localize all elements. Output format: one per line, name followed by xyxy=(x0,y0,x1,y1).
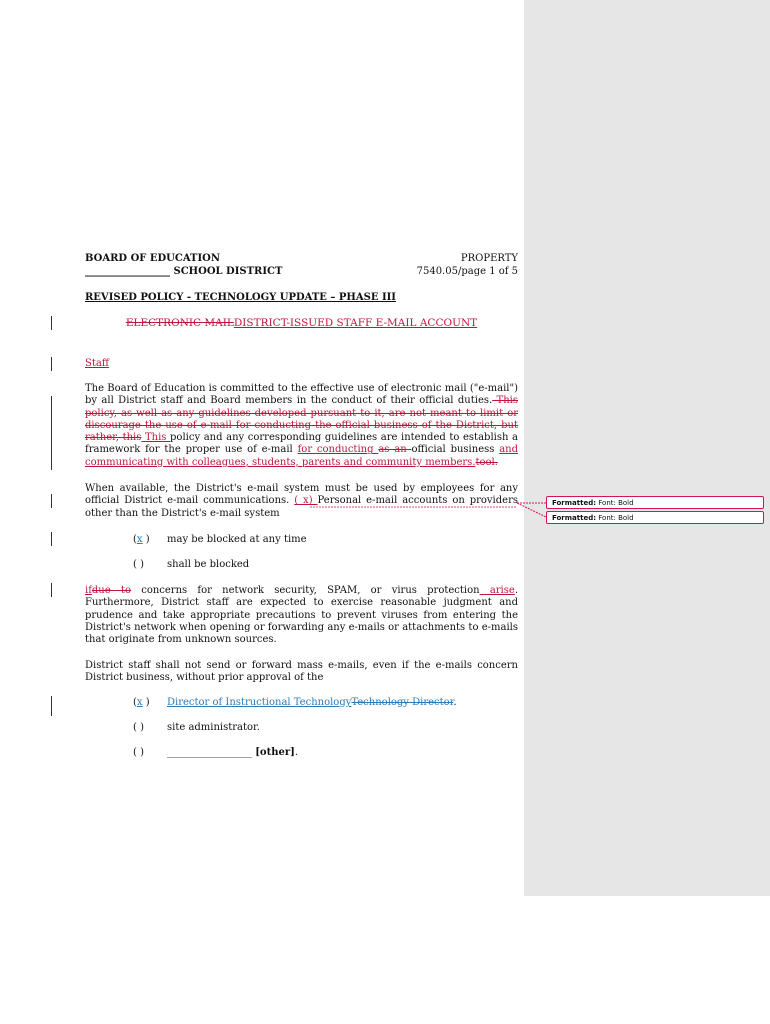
para2-inserted-checkbox: ( x) xyxy=(294,495,318,507)
para1-inserted-1: This xyxy=(141,432,171,444)
para3-inserted-1: if xyxy=(85,585,92,596)
balloon-label: Formatted: xyxy=(552,514,597,522)
para2-text-1: When available, the District's e-mail system must be used by employees for any official District e-mail communications. xyxy=(85,483,518,507)
para1-inserted-2: for conducting xyxy=(297,444,379,456)
balloon-value: Font: Bold xyxy=(596,499,634,507)
district-label: _________________ SCHOOL DISTRICT xyxy=(85,266,283,277)
para1-deleted-3: tool. xyxy=(475,456,498,468)
category-label: PROPERTY xyxy=(460,253,518,264)
option-checkbox[interactable]: ( ) xyxy=(133,722,144,733)
paren-open: ( xyxy=(133,697,137,708)
para3-deleted-1: due to xyxy=(91,585,131,596)
option-other-label: [other] xyxy=(255,747,295,758)
paren-close: ) xyxy=(142,534,150,545)
para1-inserted-3: and communicating with colleagues, students, parents and community members. xyxy=(85,444,519,468)
para1-deleted-2: as an xyxy=(378,444,412,456)
paren-open: ( xyxy=(133,534,137,545)
option-text: site administrator. xyxy=(167,722,260,733)
option-blank: _________________ xyxy=(167,747,256,758)
balloon-label: Formatted: xyxy=(552,499,597,507)
option-inserted-text: Director of Instructional Technology xyxy=(167,697,352,708)
para1-text-1: The Board of Education is committed to the effective use of electronic mail ("e-mail") by all District staff and Board members in the conduct of their official duties. xyxy=(85,383,518,407)
para1-text-2: policy and any corresponding guidelines are intended to establish a framework for the proper use of e-mail xyxy=(85,432,518,456)
option-text: may be blocked at any time xyxy=(167,534,307,545)
policy-page-label: 7540.05/page 1 of 5 xyxy=(416,266,518,277)
option-checkbox[interactable]: ( ) xyxy=(133,747,144,758)
balloon-value: Font: Bold xyxy=(596,514,634,522)
formatting-balloon[interactable] xyxy=(546,496,764,509)
option-tail: . xyxy=(453,697,457,708)
para3-inserted-2: arise xyxy=(479,585,515,596)
option-deleted-text: Technology Director xyxy=(351,697,454,708)
board-label: BOARD OF EDUCATION xyxy=(85,253,221,264)
title-inserted: DISTRICT-ISSUED STAFF E-MAIL ACCOUNT xyxy=(233,317,478,329)
formatting-balloon[interactable] xyxy=(546,511,764,524)
revised-policy-line: REVISED POLICY - TECHNOLOGY UPDATE – PHASE III xyxy=(85,292,396,303)
para1-deleted-1: This policy, as well as any guidelines developed pursuant to it, are not meant to limit or discourage the use of e-mail for conducting the official business of the District, but rather, this xyxy=(85,395,518,444)
para1-text-3: official business xyxy=(411,444,500,456)
option-checkbox[interactable]: ( ) xyxy=(133,559,144,570)
paren-close: ) xyxy=(142,697,150,708)
para2-text-2: Personal e-mail accounts on providers other than the District's e-mail system xyxy=(85,495,518,519)
title-deleted: ELECTRONIC MAIL xyxy=(125,317,234,329)
checkbox-mark: x xyxy=(136,697,143,708)
option-text: shall be blocked xyxy=(167,559,250,570)
para3-text-2: . Furthermore, District staff are expected to exercise reasonable judgment and prudence and take appropriate precautions to prevent viruses from entering the District's network when opening or forwarding any e-mails or attachments to e-mails that originate from unknown sources. xyxy=(85,585,518,646)
section-heading-text: Staff xyxy=(85,358,109,369)
checkbox-mark: x xyxy=(136,534,143,545)
para3-text-1: concerns for network security, SPAM, or virus protection xyxy=(130,585,480,596)
paragraph-4: District staff shall not send or forward mass e-mails, even if the e-mails concern District business, without prior approval of the xyxy=(85,660,518,684)
option-tail: . xyxy=(294,747,299,758)
